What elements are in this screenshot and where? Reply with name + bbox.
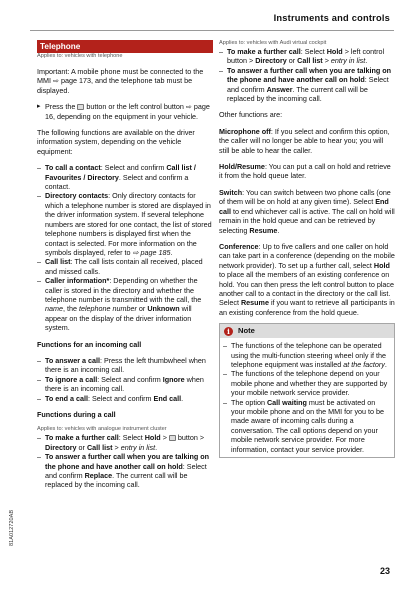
text: > <box>112 442 121 452</box>
term: To call a contact <box>45 163 101 173</box>
function-list <box>37 163 213 332</box>
info-icon: i <box>224 327 233 336</box>
text: or <box>136 304 148 314</box>
text: : Depending on whether the caller is stored in the directory and whether the telephone number is transmitted with the call, the <box>45 276 202 304</box>
note-list <box>220 338 394 457</box>
list-item <box>219 66 395 104</box>
menu-path: Call list / Favourites / Directory <box>45 163 196 182</box>
text: . <box>365 56 368 66</box>
term: To answer a further call when you are talking on the phone and have another call on hold <box>45 452 210 471</box>
option: Answer <box>266 84 293 94</box>
page-ref-link[interactable]: ⇨ page 16 <box>45 102 210 121</box>
note-header <box>220 324 394 338</box>
incoming-list <box>37 356 213 403</box>
text: : You can switch between two phone calls (one of them will be on hold at any given time). Select <box>219 187 391 207</box>
term: To ignore a call <box>45 374 98 384</box>
text: > <box>322 56 331 66</box>
text: when there is an incoming call. <box>45 374 204 394</box>
note-box <box>219 323 395 458</box>
header-title: Instruments and controls <box>273 13 390 23</box>
text: : If you select and confirm this option, the caller will no longer be able to hear you; you will still be able to hear the caller. <box>219 126 390 155</box>
term: To make a further call <box>45 433 119 443</box>
term: To answer a call <box>45 355 100 365</box>
term: Call list <box>45 257 71 267</box>
text: : Select and confirm <box>100 163 167 173</box>
option: Ignore <box>162 374 185 384</box>
text: . The current call will be replaced by the incoming call. <box>45 471 188 490</box>
text: will appear on the display of the driver information system. <box>45 304 192 333</box>
option: Directory <box>255 56 287 66</box>
text: button > <box>175 433 205 443</box>
list-item <box>37 375 213 394</box>
term: Caller information* <box>45 276 110 286</box>
option: End call <box>219 197 389 216</box>
list-item <box>223 341 390 369</box>
instruction-step <box>37 102 213 121</box>
option: Replace <box>84 471 113 481</box>
mmi-button-icon <box>169 435 176 441</box>
option: Hold <box>373 260 390 270</box>
text: Important: A mobile phone must be connected to the MMI <box>37 67 204 86</box>
subheading: Functions for an incoming call <box>37 339 142 349</box>
option: Resume <box>249 225 278 235</box>
cockpit-list <box>219 47 395 103</box>
section-title: Telephone <box>37 40 213 53</box>
text: : Select and confirm <box>227 75 389 94</box>
right-column <box>219 40 395 458</box>
term: Switch <box>219 187 243 197</box>
text: . <box>170 247 173 257</box>
list-item <box>37 163 213 191</box>
applies-note: Applies to: vehicles with Audi virtual cockpit <box>219 40 327 46</box>
text: at the factory <box>343 359 385 369</box>
list-item <box>223 398 390 454</box>
page-header <box>30 12 394 31</box>
page-ref-link[interactable]: ⇨ page 185 <box>132 247 171 257</box>
document-code: 81A012720AB <box>9 509 15 546</box>
text: to end whichever call is active. The call on hold will remain in the hold queue and can be retrieved by selecting <box>219 206 395 235</box>
text: name <box>45 304 63 314</box>
text: , depending on the equipment in your vehicle. <box>53 111 199 121</box>
intro-paragraph: The following functions are available on the driver information system, depending on the vehicle equipment: <box>37 128 195 156</box>
term: Hold/Resume <box>219 162 265 172</box>
text: . <box>181 393 184 403</box>
text: The option <box>231 397 267 407</box>
page-ref-link[interactable]: ⇨ page 173 <box>52 76 91 86</box>
subheading: Functions during a call <box>37 410 116 419</box>
option: Resume <box>240 298 269 308</box>
text: , the <box>62 304 79 314</box>
list-item: – The functions of the telephone depend on your mobile phone and whether they are supported by your mobile network service provider. <box>223 369 390 397</box>
text: telephone number <box>78 304 137 314</box>
text: : Only directory contacts for which a telephone number is stored are displayed in the driver information system. If several telephone numbers are stored for one contact, the list of stored telephone numbers is displayed first when the contact is selected. For more information on the symbols displayed, refer to <box>45 191 212 257</box>
list-item <box>37 257 213 276</box>
option: Directory <box>45 442 77 452</box>
text: : Select <box>118 433 145 443</box>
option: Call list <box>297 56 323 66</box>
text: . Select and confirm a contact. <box>45 172 189 192</box>
text: > <box>160 433 169 443</box>
text: : Select <box>300 47 327 56</box>
text: . <box>384 359 387 369</box>
list-item <box>37 433 213 452</box>
text: Press the <box>45 102 78 112</box>
switch-paragraph <box>219 188 395 235</box>
text: . <box>277 225 280 235</box>
text: . The current call will be replaced by the incoming call. <box>227 84 368 104</box>
text: button or the left control button <box>84 102 186 112</box>
applies-note: Applies to: vehicles with analogue instrument cluster <box>37 426 167 433</box>
option: Hold <box>144 433 161 443</box>
hold-paragraph <box>219 162 395 181</box>
list-item <box>219 47 395 66</box>
text: if you want to retrieve all participants in an existing conference from the hold queue. <box>219 298 395 317</box>
text: Unknown <box>147 304 180 314</box>
option: Hold <box>326 47 343 56</box>
option: End call <box>153 393 182 403</box>
text: : Select and confirm <box>97 374 163 384</box>
page-number: 23 <box>379 566 390 576</box>
text: must be activated on your mobile phone and on the MMI for you to be made aware of incoming calls during a conversation. The call options depend on your mobile network service provider. For more information, contact your service provider. <box>231 397 385 454</box>
text: : The call lists contain all received, placed and missed calls. <box>45 257 203 276</box>
term: Microphone off <box>219 126 271 136</box>
applies-note: Applies to: vehicles with telephone <box>37 53 123 59</box>
text: or <box>76 442 87 452</box>
text: > left control button > <box>227 47 385 66</box>
text: : Up to five callers and one caller on hold can take part in a conference (depending on the mobile network provider). To set up a further call, select <box>219 241 395 270</box>
term: Conference <box>219 241 259 251</box>
left-column <box>37 40 213 490</box>
option: Call waiting <box>266 397 307 407</box>
term: To make a further call <box>227 47 301 56</box>
text: entry in list <box>330 56 366 66</box>
list-item <box>37 276 213 332</box>
text: : Select and confirm <box>88 393 154 403</box>
other-label: Other functions are: <box>219 110 283 120</box>
list-item <box>37 394 213 403</box>
term: To answer a further call when you are talking on the phone and have another call on hold <box>227 65 392 85</box>
list-item <box>37 452 213 490</box>
text: entry in list <box>120 442 156 452</box>
important-paragraph <box>37 67 213 95</box>
text: or <box>286 56 298 66</box>
text: : Press the left thumbwheel when there is an incoming call. <box>45 355 206 375</box>
text: : Select and confirm <box>45 461 207 481</box>
during-list <box>37 433 213 489</box>
term: Directory contacts <box>45 191 109 201</box>
option: Call list <box>86 442 113 452</box>
text: The functions of the telephone can be operated using the multi-function steering wheel only if the telephone equipment was installed <box>231 341 387 369</box>
microphone-paragraph <box>219 127 395 155</box>
list-item <box>37 356 213 375</box>
text: to place all the members of an existing conference on hold. You can then press the left control button to place another call to a contact in the directory or the call list. Select <box>219 270 395 308</box>
term: To end a call <box>45 393 89 403</box>
text: : You can put a call on hold and retrieve it from the hold queue later. <box>219 162 391 181</box>
conference-paragraph <box>219 242 395 317</box>
text: . <box>155 442 158 452</box>
list-item <box>37 191 213 257</box>
text: , and the telephone tab must be displayed. <box>37 76 193 95</box>
note-title: Note <box>238 326 255 336</box>
